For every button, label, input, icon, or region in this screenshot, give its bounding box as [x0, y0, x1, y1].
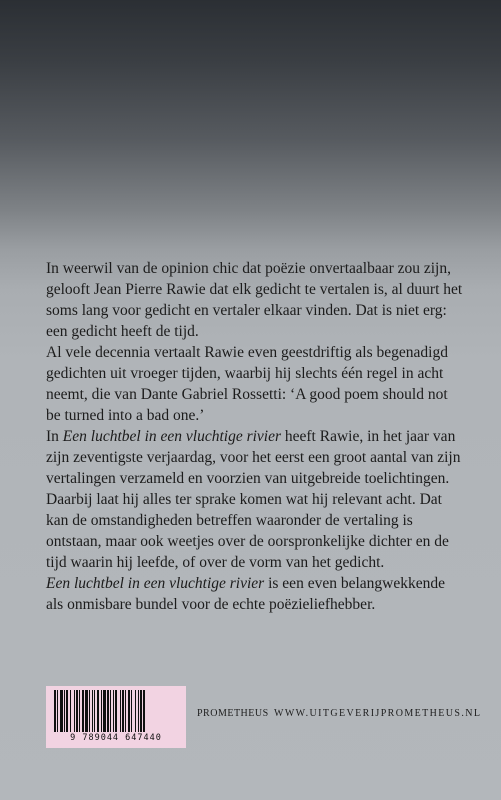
- barcode-bars: [54, 690, 178, 732]
- barcode-bar: [66, 690, 68, 732]
- barcode-bar: [64, 690, 65, 732]
- barcode-bar: [79, 690, 80, 732]
- barcode-bar: [138, 690, 139, 732]
- barcode-bar: [120, 690, 121, 732]
- barcode-bar: [92, 690, 93, 732]
- book-title-italic: Een luchtbel in een vluchtige rivier: [62, 428, 282, 445]
- barcode-bar: [122, 690, 124, 732]
- barcode-bar: [115, 690, 117, 732]
- barcode-bar: [131, 690, 132, 732]
- blurb-paragraph-3: [46, 426, 466, 573]
- barcode-bar: [57, 690, 58, 732]
- publisher-logo: PROMETHEUS: [197, 708, 269, 719]
- blurb-p3-rest: heeft Rawie, in het jaar van zijn zeventigste verjaardag, voor het eerst een groot aantal van zijn vertalingen verzameld en voorzien van uitgebreide toelichtingen. Daarbij laat hij alles ter sprake komen wat hij relevant acht. Dat kan de omstandigheden betreffen waaronder de vertaling is ontstaan, maar ook weetjes over de oorspronkelijke dichter en de tijd waarin hij leefde, of over de vorm van het gedicht.: [46, 428, 461, 571]
- barcode-bar: [94, 690, 95, 732]
- barcode-bar: [89, 690, 90, 732]
- barcode-bar: [107, 690, 109, 732]
- barcode-bar: [140, 690, 142, 732]
- isbn-barcode: [46, 686, 186, 748]
- blurb-p4-rest: is een even belangwekkende als onmisbare bundel voor de echte poëzieliefhebber.: [46, 575, 445, 613]
- back-cover-blurb: [46, 258, 466, 615]
- barcode-bar: [85, 690, 88, 732]
- barcode-bar: [125, 690, 126, 732]
- barcode-bar: [143, 690, 145, 732]
- barcode-bar: [76, 690, 78, 732]
- barcode-bar: [82, 690, 84, 732]
- barcode-bar: [74, 690, 75, 732]
- barcode-bar: [110, 690, 111, 732]
- book-title-italic-2: Een luchtbel in een vluchtige rivier: [46, 575, 265, 592]
- publisher-website: WWW.UITGEVERIJPROMETHEUS.NL: [274, 708, 482, 719]
- barcode-bar: [70, 690, 71, 732]
- barcode-bar: [97, 690, 99, 732]
- barcode-bar: [101, 690, 102, 732]
- blurb-paragraph-4: [46, 573, 466, 615]
- blurb-p3-prefix: In: [46, 428, 63, 445]
- barcode-bar: [60, 690, 63, 732]
- blurb-paragraph-1: In weerwil van de opinion chic dat poëzie onvertaalbaar zou zijn, gelooft Jean Pierre Rawie dat elk gedicht te vertalen is, al duurt het soms lang voor gedicht en vertaler elkaar vinden. Dat is niet erg: een gedicht heeft de tijd.: [46, 260, 463, 340]
- barcode-bar: [113, 690, 114, 732]
- barcode-bar: [103, 690, 106, 732]
- barcode-bar: [135, 690, 136, 732]
- barcode-bar: [128, 690, 130, 732]
- barcode-bar: [54, 690, 56, 732]
- barcode-digits: 9 789044 647440: [70, 733, 162, 743]
- blurb-paragraph-2: Al vele decennia vertaalt Rawie even geestdriftig als begenadigd gedichten uit vroeger tijden, waarbij hij slechts één regel in acht neemt, die van Dante Gabriel Rossetti: ‘A good poem should not be turned into a bad one.’: [46, 344, 448, 424]
